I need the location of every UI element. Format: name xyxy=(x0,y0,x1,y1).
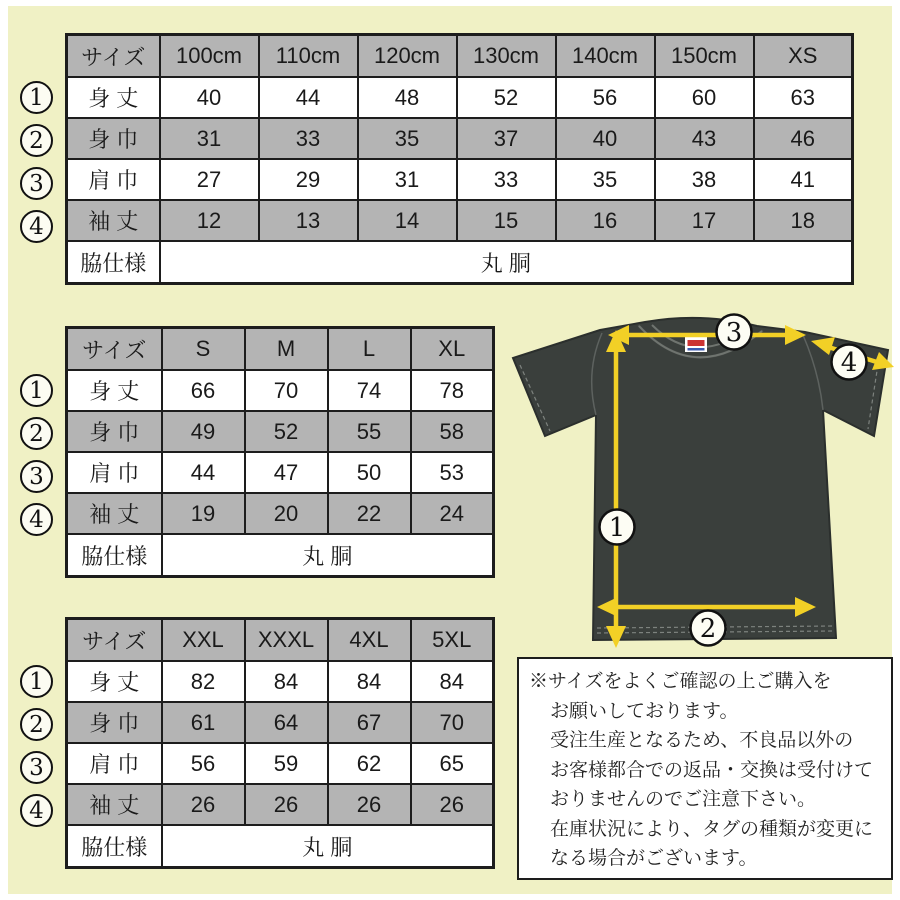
value-cell: 44 xyxy=(162,452,245,493)
note-line: お願いしております。 xyxy=(550,700,739,722)
table-row xyxy=(67,118,853,159)
value-cell: 70 xyxy=(411,702,494,743)
value-cell: 63 xyxy=(754,77,853,118)
header-cell: XL xyxy=(411,328,494,371)
value-cell: 61 xyxy=(162,702,245,743)
row-marker-2 xyxy=(20,417,53,450)
kids-size-table xyxy=(65,33,854,285)
diagram-marker-2-digit: 2 xyxy=(699,614,717,644)
value-cell: 18 xyxy=(754,200,853,241)
value-cell: 26 xyxy=(245,784,328,825)
header-cell: 150cm xyxy=(655,35,754,78)
diagram-marker-3 xyxy=(717,315,752,350)
value-cell: 50 xyxy=(328,452,411,493)
measure-label-cell: 肩 巾 xyxy=(67,159,160,200)
measure-label-cell: 袖 丈 xyxy=(67,493,162,534)
measure-label-cell: 身 丈 xyxy=(67,77,160,118)
value-cell: 74 xyxy=(328,370,411,411)
header-cell: M xyxy=(245,328,328,371)
row-marker-1-digit: 1 xyxy=(29,377,44,404)
row-marker-2-digit: 2 xyxy=(29,420,44,447)
diagram-marker-3-digit: 3 xyxy=(725,318,743,348)
value-cell: 53 xyxy=(411,452,494,493)
value-cell: 27 xyxy=(160,159,259,200)
table-row xyxy=(67,411,494,452)
kids-table-section xyxy=(29,33,854,285)
measure-label-cell: 身 巾 xyxy=(67,118,160,159)
row-marker-2 xyxy=(20,124,53,157)
measure-label-cell: 袖 丈 xyxy=(67,784,162,825)
value-cell: 41 xyxy=(754,159,853,200)
value-cell: 56 xyxy=(162,743,245,784)
value-cell: 84 xyxy=(328,661,411,702)
row-marker-2-digit: 2 xyxy=(29,127,44,154)
value-cell: 35 xyxy=(358,118,457,159)
table-row xyxy=(67,784,494,825)
table-row xyxy=(67,159,853,200)
header-cell: サイズ xyxy=(67,619,162,662)
value-cell: 33 xyxy=(259,118,358,159)
row-marker-4 xyxy=(20,210,53,243)
value-cell: 56 xyxy=(556,77,655,118)
table-row xyxy=(67,77,853,118)
header-cell: XXXL xyxy=(245,619,328,662)
value-cell: 67 xyxy=(328,702,411,743)
note-line: 在庫状況により、タグの種類が変更に xyxy=(550,818,874,840)
header-cell: L xyxy=(328,328,411,371)
value-cell: 43 xyxy=(655,118,754,159)
row-marker-1 xyxy=(20,665,53,698)
measure-label-cell: 肩 巾 xyxy=(67,452,162,493)
note-line: なる場合がございます。 xyxy=(550,848,758,869)
value-cell: 46 xyxy=(754,118,853,159)
big-size-table xyxy=(65,617,495,869)
value-cell: 38 xyxy=(655,159,754,200)
adult-size-table xyxy=(65,326,495,578)
measure-label-cell: 袖 丈 xyxy=(67,200,160,241)
header-cell: 4XL xyxy=(328,619,411,662)
value-cell: 19 xyxy=(162,493,245,534)
value-cell: 52 xyxy=(457,77,556,118)
table-row xyxy=(67,743,494,784)
row-marker-4-digit: 4 xyxy=(29,213,44,240)
measure-label-cell: 身 巾 xyxy=(67,411,162,452)
row-marker-1 xyxy=(20,81,53,114)
note-line: お客様都合での返品・交換は受付けて xyxy=(550,759,874,781)
note-line: おりませんのでご注意下さい。 xyxy=(550,789,817,810)
table-row xyxy=(67,452,494,493)
side-spec-label-cell: 脇仕様 xyxy=(67,534,162,577)
value-cell: 52 xyxy=(245,411,328,452)
table-row xyxy=(67,661,494,702)
value-cell: 55 xyxy=(328,411,411,452)
side-spec-row xyxy=(67,534,494,577)
value-cell: 40 xyxy=(160,77,259,118)
note-box xyxy=(517,657,893,880)
value-cell: 20 xyxy=(245,493,328,534)
value-cell: 59 xyxy=(245,743,328,784)
table-header-row xyxy=(67,619,494,662)
value-cell: 66 xyxy=(162,370,245,411)
row-marker-2 xyxy=(20,708,53,741)
value-cell: 17 xyxy=(655,200,754,241)
value-cell: 26 xyxy=(162,784,245,825)
value-cell: 22 xyxy=(328,493,411,534)
header-cell: 100cm xyxy=(160,35,259,78)
value-cell: 78 xyxy=(411,370,494,411)
diagram-marker-1 xyxy=(600,510,635,545)
table-header-row xyxy=(67,35,853,78)
value-cell: 48 xyxy=(358,77,457,118)
measure-label-cell: 肩 巾 xyxy=(67,743,162,784)
header-cell: 140cm xyxy=(556,35,655,78)
value-cell: 26 xyxy=(328,784,411,825)
value-cell: 49 xyxy=(162,411,245,452)
side-spec-value-cell: 丸 胴 xyxy=(160,241,853,284)
note-line: 受注生産となるため、不良品以外の xyxy=(550,730,854,751)
row-marker-3-digit: 3 xyxy=(29,463,44,490)
value-cell: 84 xyxy=(245,661,328,702)
value-cell: 33 xyxy=(457,159,556,200)
value-cell: 65 xyxy=(411,743,494,784)
side-spec-label-cell: 脇仕様 xyxy=(67,825,162,868)
value-cell: 62 xyxy=(328,743,411,784)
table-row xyxy=(67,702,494,743)
row-marker-1 xyxy=(20,374,53,407)
header-cell: S xyxy=(162,328,245,371)
value-cell: 40 xyxy=(556,118,655,159)
brand-tag xyxy=(685,337,707,352)
value-cell: 29 xyxy=(259,159,358,200)
value-cell: 31 xyxy=(358,159,457,200)
side-spec-row xyxy=(67,241,853,284)
row-marker-3 xyxy=(20,751,53,784)
row-marker-4-digit: 4 xyxy=(29,506,44,533)
note-line: ※サイズをよくご確認の上ご購入を xyxy=(529,671,832,692)
side-spec-label-cell: 脇仕様 xyxy=(67,241,160,284)
header-cell: XXL xyxy=(162,619,245,662)
value-cell: 15 xyxy=(457,200,556,241)
measure-label-cell: 身 丈 xyxy=(67,370,162,411)
diagram-marker-1-digit: 1 xyxy=(608,513,626,543)
value-cell: 84 xyxy=(411,661,494,702)
value-cell: 24 xyxy=(411,493,494,534)
value-cell: 14 xyxy=(358,200,457,241)
measure-label-cell: 身 巾 xyxy=(67,702,162,743)
value-cell: 35 xyxy=(556,159,655,200)
diagram-marker-4-digit: 4 xyxy=(840,348,858,378)
value-cell: 13 xyxy=(259,200,358,241)
value-cell: 82 xyxy=(162,661,245,702)
header-cell: 5XL xyxy=(411,619,494,662)
header-cell: サイズ xyxy=(67,328,162,371)
value-cell: 16 xyxy=(556,200,655,241)
value-cell: 12 xyxy=(160,200,259,241)
table-row xyxy=(67,200,853,241)
header-cell: 120cm xyxy=(358,35,457,78)
value-cell: 60 xyxy=(655,77,754,118)
value-cell: 64 xyxy=(245,702,328,743)
value-cell: 31 xyxy=(160,118,259,159)
side-spec-value-cell: 丸 胴 xyxy=(162,534,494,577)
measure-label-cell: 身 丈 xyxy=(67,661,162,702)
diagram-marker-2 xyxy=(691,611,726,646)
row-marker-3 xyxy=(20,167,53,200)
big-table-section xyxy=(29,617,495,869)
row-marker-3-digit: 3 xyxy=(29,754,44,781)
row-marker-1-digit: 1 xyxy=(29,84,44,111)
table-header-row xyxy=(67,328,494,371)
row-marker-1-digit: 1 xyxy=(29,668,44,695)
side-spec-value-cell: 丸 胴 xyxy=(162,825,494,868)
row-marker-3-digit: 3 xyxy=(29,170,44,197)
tshirt-measurement-diagram xyxy=(505,310,900,650)
diagram-marker-4 xyxy=(832,345,867,380)
header-cell: サイズ xyxy=(67,35,160,78)
table-row xyxy=(67,370,494,411)
row-marker-2-digit: 2 xyxy=(29,711,44,738)
value-cell: 26 xyxy=(411,784,494,825)
row-marker-4-digit: 4 xyxy=(29,797,44,824)
value-cell: 37 xyxy=(457,118,556,159)
header-cell: 110cm xyxy=(259,35,358,78)
value-cell: 47 xyxy=(245,452,328,493)
header-cell: 130cm xyxy=(457,35,556,78)
value-cell: 58 xyxy=(411,411,494,452)
header-cell: XS xyxy=(754,35,853,78)
row-marker-3 xyxy=(20,460,53,493)
side-spec-row xyxy=(67,825,494,868)
row-marker-4 xyxy=(20,794,53,827)
value-cell: 70 xyxy=(245,370,328,411)
row-marker-4 xyxy=(20,503,53,536)
table-row xyxy=(67,493,494,534)
value-cell: 44 xyxy=(259,77,358,118)
adult-table-section xyxy=(29,326,495,578)
